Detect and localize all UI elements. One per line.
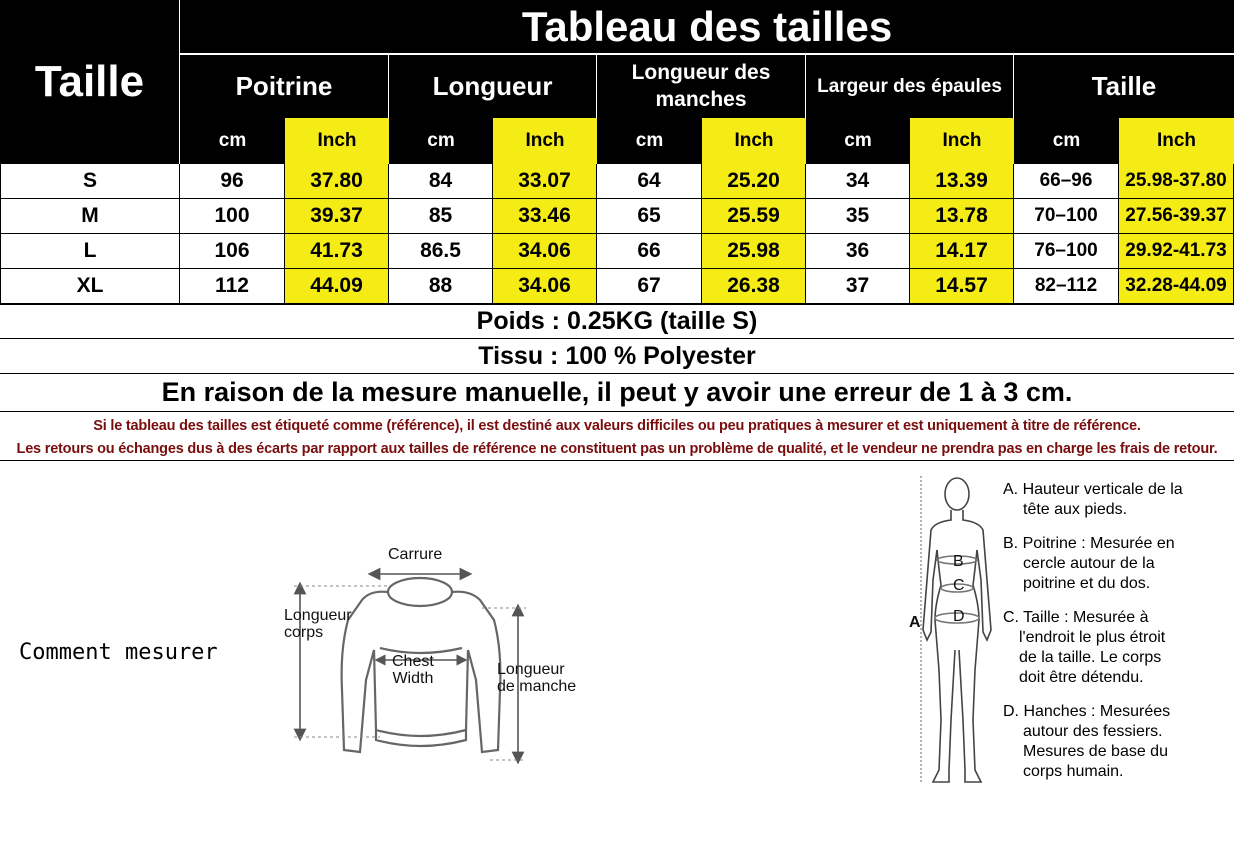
legend-line: tête aux pieds.: [1023, 501, 1128, 518]
cm-value-cell: 36: [806, 234, 910, 269]
unit-label: Inch: [734, 130, 774, 151]
cm-value-cell: 76–100: [1014, 234, 1119, 269]
inch-value-cell: 29.92-41.73: [1119, 234, 1234, 269]
inch-value-cell: 14.17: [910, 234, 1014, 269]
body-letter-d: [953, 608, 965, 626]
unit-inch-longueur: [493, 118, 597, 164]
page-title: [180, 0, 1234, 55]
inch-value-cell: 13.39: [910, 164, 1014, 199]
reference-note-text: Si le tableau des tailles est étiqueté comme (référence), il est destiné aux valeurs difficiles ou peu pratiques à mesurer et est uniquement à titre de référence.: [93, 418, 1141, 434]
unit-inch-manches: [702, 118, 806, 164]
reference-note: [0, 415, 1234, 437]
cm-value-cell: 70–100: [1014, 199, 1119, 234]
human-body-icon: [923, 478, 991, 782]
unit-inch-taille: [1119, 118, 1234, 164]
cm-value-cell: 100: [180, 199, 285, 234]
legend-line: l'endroit le plus étroit: [1019, 629, 1166, 646]
weight-row: [0, 304, 1234, 339]
inch-value-cell: 25.20: [702, 164, 806, 199]
size-cell: S: [0, 164, 180, 199]
legend-line: de la taille. Le corps: [1019, 649, 1162, 666]
inch-value-cell: 33.07: [493, 164, 597, 199]
group-header-largeur-epaules: [806, 55, 1014, 118]
group-header-label: Longueur des manches: [631, 61, 771, 111]
cm-value-cell: 66: [597, 234, 702, 269]
unit-label: Inch: [942, 130, 982, 151]
inch-value-cell: 37.80: [285, 164, 389, 199]
cm-value-cell: 106: [180, 234, 285, 269]
cm-value-cell: 85: [389, 199, 493, 234]
error-row: [0, 374, 1234, 412]
unit-inch-epaules: [910, 118, 1014, 164]
cm-value-cell: 112: [180, 269, 285, 304]
inch-value-cell: 34.06: [493, 269, 597, 304]
unit-label: Inch: [317, 130, 357, 151]
inch-value-cell: 39.37: [285, 199, 389, 234]
group-header-label: Taille: [1091, 70, 1157, 101]
legend-item-d: [1003, 702, 1228, 782]
size-cell: XL: [0, 269, 180, 304]
legend-line: corps humain.: [1023, 763, 1124, 780]
size-cell: L: [0, 234, 180, 269]
size-cell: M: [0, 199, 180, 234]
legend-line: D. Hanches : Mesurées: [1003, 703, 1171, 720]
inch-value-cell: 34.06: [493, 234, 597, 269]
error-text: En raison de la mesure manuelle, il peut y avoir une erreur de 1 à 3 cm.: [161, 377, 1073, 407]
cm-value-cell: 66–96: [1014, 164, 1119, 199]
letter-c: C: [953, 577, 965, 594]
inch-value-cell: 27.56-39.37: [1119, 199, 1234, 234]
cm-value-cell: 86.5: [389, 234, 493, 269]
how-to-measure-text: Comment mesurer: [19, 640, 218, 665]
weight-text: Poids : 0.25KG (taille S): [476, 307, 758, 335]
legend-line: doit être détendu.: [1019, 669, 1144, 686]
cm-value-cell: 65: [597, 199, 702, 234]
group-header-label: Largeur des épaules: [817, 75, 1002, 97]
unit-label: cm: [635, 130, 664, 151]
letter-d: D: [953, 608, 965, 625]
letter-a: A: [909, 614, 921, 631]
group-header-label: Poitrine: [235, 70, 333, 101]
legend-item-b: [1003, 534, 1228, 594]
chest-width-line2: Width: [392, 669, 434, 687]
inch-value-cell: 25.98: [702, 234, 806, 269]
body-length-line1: Longueur: [284, 607, 352, 624]
sleeve-length-label: [497, 662, 576, 696]
cm-value-cell: 64: [597, 164, 702, 199]
body-letter-b: [953, 553, 964, 571]
legend-item-a: [1003, 480, 1228, 520]
cm-value-cell: 37: [806, 269, 910, 304]
inch-value-cell: 41.73: [285, 234, 389, 269]
inch-value-cell: 26.38: [702, 269, 806, 304]
returns-note-text: Les retours ou échanges dus à des écarts par rapport aux tailles de référence ne constituent pas un problème de qualité, et le vendeur ne prendra pas en charge les frais de retour.: [16, 440, 1218, 457]
legend-line: C. Taille : Mesurée à: [1003, 609, 1149, 626]
unit-label: Inch: [525, 130, 565, 151]
carrure-text: Carrure: [388, 546, 443, 563]
unit-label: cm: [427, 130, 455, 151]
inch-value-cell: 13.78: [910, 199, 1014, 234]
cm-value-cell: 84: [389, 164, 493, 199]
carrure-label: [388, 546, 442, 564]
group-header-longueur: [389, 55, 597, 118]
legend-item-c: [1003, 608, 1228, 688]
body-figure-diagram: [905, 470, 995, 795]
body-letter-a: [909, 614, 921, 632]
unit-label: cm: [844, 130, 872, 151]
unit-cm-poitrine: [180, 118, 285, 164]
inch-value-cell: 32.28-44.09: [1119, 269, 1234, 304]
size-column-header-label: Taille: [34, 57, 145, 106]
body-length-line2: corps: [284, 623, 324, 641]
group-header-poitrine: [180, 55, 389, 118]
unit-label: Inch: [1156, 130, 1197, 151]
group-header-longueur-manches: [597, 55, 806, 118]
cm-value-cell: 96: [180, 164, 285, 199]
unit-cm-taille: [1014, 118, 1119, 164]
shirt-diagram: [270, 530, 610, 770]
inch-value-cell: 44.09: [285, 269, 389, 304]
legend-line: Mesures de base du: [1023, 743, 1168, 760]
returns-note: [0, 437, 1234, 461]
how-to-measure-label: [19, 640, 218, 665]
group-header-label: Longueur: [432, 70, 553, 101]
cm-value-cell: 34: [806, 164, 910, 199]
legend-line: autour des fessiers.: [1023, 723, 1163, 740]
cm-value-cell: 82–112: [1014, 269, 1119, 304]
letter-b: B: [953, 553, 964, 570]
cm-value-cell: 67: [597, 269, 702, 304]
inch-value-cell: 25.98-37.80: [1119, 164, 1234, 199]
legend-line: poitrine et du dos.: [1023, 575, 1151, 592]
unit-label: cm: [1052, 130, 1081, 151]
size-column-header: [0, 0, 180, 164]
fabric-row: [0, 339, 1234, 374]
cm-value-cell: 88: [389, 269, 493, 304]
unit-inch-poitrine: [285, 118, 389, 164]
legend-line: B. Poitrine : Mesurée en: [1003, 535, 1175, 552]
fabric-text: Tissu : 100 % Polyester: [478, 341, 756, 370]
body-letter-c: [953, 577, 965, 595]
sleeve-length-line2: de manche: [497, 677, 577, 695]
inch-value-cell: 14.57: [910, 269, 1014, 304]
legend-line: A. Hauteur verticale de la: [1003, 481, 1183, 498]
unit-cm-epaules: [806, 118, 910, 164]
unit-label: cm: [218, 130, 247, 151]
measurement-legend: [1003, 480, 1228, 796]
sleeve-length-line1: Longueur: [497, 661, 565, 678]
chest-width-line1: Chest: [392, 653, 434, 670]
chest-width-label: [392, 654, 434, 688]
inch-value-cell: 25.59: [702, 199, 806, 234]
page-title-text: Tableau des tailles: [521, 2, 893, 50]
cm-value-cell: 35: [806, 199, 910, 234]
legend-line: cercle autour de la: [1023, 555, 1155, 572]
unit-cm-longueur: [389, 118, 493, 164]
inch-value-cell: 33.46: [493, 199, 597, 234]
body-length-label: [284, 608, 352, 642]
unit-cm-manches: [597, 118, 702, 164]
group-header-taille: [1014, 55, 1234, 118]
